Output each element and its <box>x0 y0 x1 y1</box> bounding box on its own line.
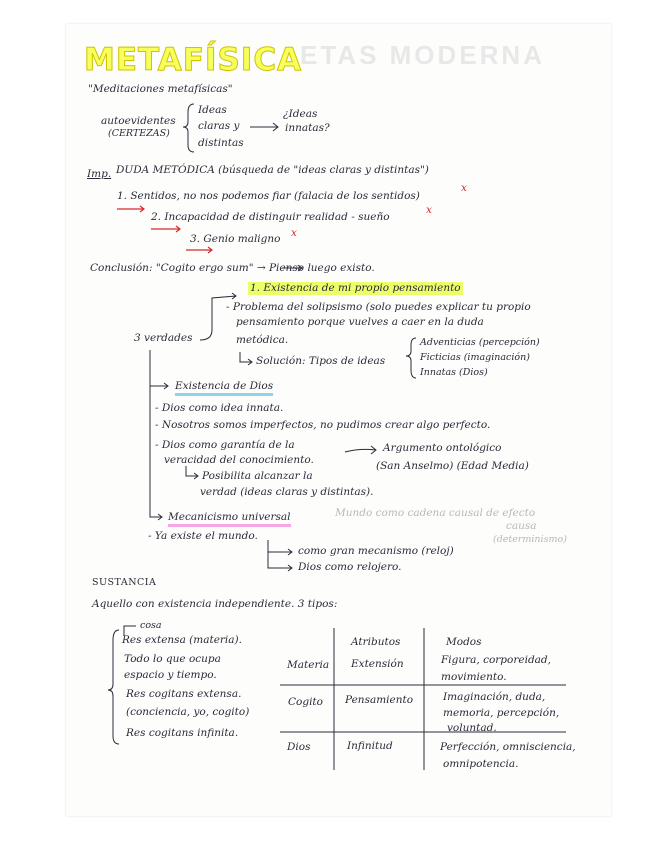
san-anselmo: (San Anselmo) (Edad Media) <box>376 460 529 472</box>
solipsismo-line-2: pensamiento porque vuelves a caer en la duda <box>236 316 484 328</box>
sustancia-type-1-desc-2: espacio y tiempo. <box>124 669 217 681</box>
bleed-through-title: ETAS MODERNA <box>300 40 545 70</box>
ya-existe-mundo: - Ya existe el mundo. <box>148 530 258 542</box>
red-arrow-3 <box>186 247 212 253</box>
tipo-idea-innatas: Innatas (Dios) <box>420 367 488 378</box>
solipsismo-line-1: - Problema del solipsismo (solo puedes explicar tu propio <box>226 301 531 313</box>
ideas-line-3: distintas <box>198 137 244 149</box>
solipsismo-line-3: metódica. <box>236 334 289 346</box>
brace-sustancia <box>108 630 119 744</box>
dios-heading: Existencia de Dios <box>175 380 273 396</box>
table-row-dios-atributo: Infinitud <box>347 740 393 752</box>
imp-label: Imp. <box>87 168 112 180</box>
cosa-hook <box>124 626 136 636</box>
table-row-dios-name: Dios <box>287 741 311 753</box>
table-row-materia-modos-1: Figura, corporeidad, <box>441 654 551 666</box>
mecanicismo-heading: Mecanicismo universal <box>168 511 291 527</box>
dios-line-4: veracidad del conocimiento. <box>164 454 314 466</box>
gran-mecanismo: como gran mecanismo (reloj) <box>298 545 454 557</box>
connector-dios <box>150 350 168 389</box>
sustancia-heading: SUSTANCIA <box>92 577 157 588</box>
sustancia-type-2-desc: (conciencia, yo, cogito) <box>126 706 250 718</box>
sustancia-type-2: Res cogitans extensa. <box>126 688 242 700</box>
dios-line-6: verdad (ideas claras y distintas). <box>200 486 374 498</box>
brace-tipos-ideas <box>406 338 416 378</box>
arrow-argumento <box>345 446 376 454</box>
cosa-label: cosa <box>140 620 162 631</box>
sustancia-type-1-desc-1: Todo lo que ocupa <box>124 653 221 665</box>
duda-item-2: 2. Incapacidad de distinguir realidad - sueño <box>151 211 390 223</box>
mecanicismo-note: Mundo como cadena causal de efecto <box>335 507 536 519</box>
meditaciones-heading: "Meditaciones metafísicas" <box>88 83 233 95</box>
duda-item-3-mark: x <box>291 227 297 239</box>
brace-ideas <box>183 104 194 152</box>
table-row-cogito-name: Cogito <box>288 696 323 708</box>
table-row-dios-modos-2: omnipotencia. <box>443 758 519 770</box>
duda-item-2-mark: x <box>426 204 432 216</box>
arrow-pienso <box>282 265 302 271</box>
table-row-cogito-modos-2: memoria, percepción, <box>443 707 560 719</box>
solucion-label: Solución: Tipos de ideas <box>256 355 386 367</box>
duda-item-3: 3. Genio maligno <box>190 233 281 245</box>
dios-relojero: Dios como relojero. <box>298 561 402 573</box>
conclusion-text: Conclusión: "Cogito ergo sum" → Pienso luego existo. <box>90 262 375 274</box>
innatas-question-1: ¿Ideas <box>283 108 318 120</box>
table-row-materia-name: Materia <box>287 659 330 671</box>
sustancia-type-1: Res extensa (materia). <box>122 634 242 646</box>
table-row-materia-atributo: Extensión <box>351 658 404 670</box>
table-row-cogito-atributo: Pensamiento <box>345 694 414 706</box>
dios-line-1: - Dios como idea innata. <box>155 402 284 414</box>
connector-mecanicismo <box>150 386 162 520</box>
innatas-question-2: innatas? <box>285 122 330 134</box>
tipo-idea-adventicias: Adventicias (percepción) <box>420 337 540 348</box>
arrow-solucion <box>240 352 252 365</box>
tipo-idea-ficticias: Ficticias (imaginación) <box>420 352 530 363</box>
mecanicismo-note-determinismo: (determinismo) <box>493 534 567 545</box>
ideas-line-2: claras y <box>198 120 240 132</box>
table-row-materia-modos-2: movimiento. <box>441 671 507 683</box>
arrow-posibilita <box>186 466 198 479</box>
mecanicismo-note-causa: causa <box>506 520 537 532</box>
dios-line-5: Posibilita alcanzar la <box>202 470 313 482</box>
duda-item-1-mark: x <box>461 182 467 194</box>
sustancia-definition: Aquello con existencia independiente. 3 tipos: <box>92 598 338 610</box>
certezas-label: (CERTEZAS) <box>108 128 170 139</box>
table-header-atributos: Atributos <box>351 636 401 648</box>
sustancia-type-3: Res cogitans infinita. <box>126 727 239 739</box>
table-row-cogito-modos-3: voluntad. <box>447 722 497 734</box>
red-arrow-2 <box>151 226 180 232</box>
argumento-ontologico: Argumento ontológico <box>383 442 502 454</box>
connector-verdades <box>200 293 236 340</box>
table-row-dios-modos-1: Perfección, omnisciencia, <box>440 741 576 753</box>
page-title: METAFÍSICA <box>84 42 303 78</box>
arrow-innatas <box>250 123 278 131</box>
table-header-modos: Modos <box>446 636 482 648</box>
autoevidentes-label: autoevidentes <box>101 115 176 127</box>
ideas-line-1: Ideas <box>198 104 227 116</box>
table-row-cogito-modos-1: Imaginación, duda, <box>443 691 546 703</box>
tres-verdades-label: 3 verdades <box>134 332 193 344</box>
duda-heading: DUDA METÓDICA (búsqueda de "ideas claras y distintas") <box>116 164 429 176</box>
dios-line-3: - Dios como garantía de la <box>155 439 295 451</box>
verdad-1-heading: 1. Existencia de mi propio pensamiento <box>250 282 461 294</box>
dios-line-2: - Nosotros somos imperfectos, no pudimos crear algo perfecto. <box>155 419 491 431</box>
arrow-gran-mecanismo <box>268 540 292 555</box>
red-arrow-1 <box>117 206 144 212</box>
duda-item-1: 1. Sentidos, no nos podemos fiar (falacia de los sentidos) <box>117 190 420 202</box>
